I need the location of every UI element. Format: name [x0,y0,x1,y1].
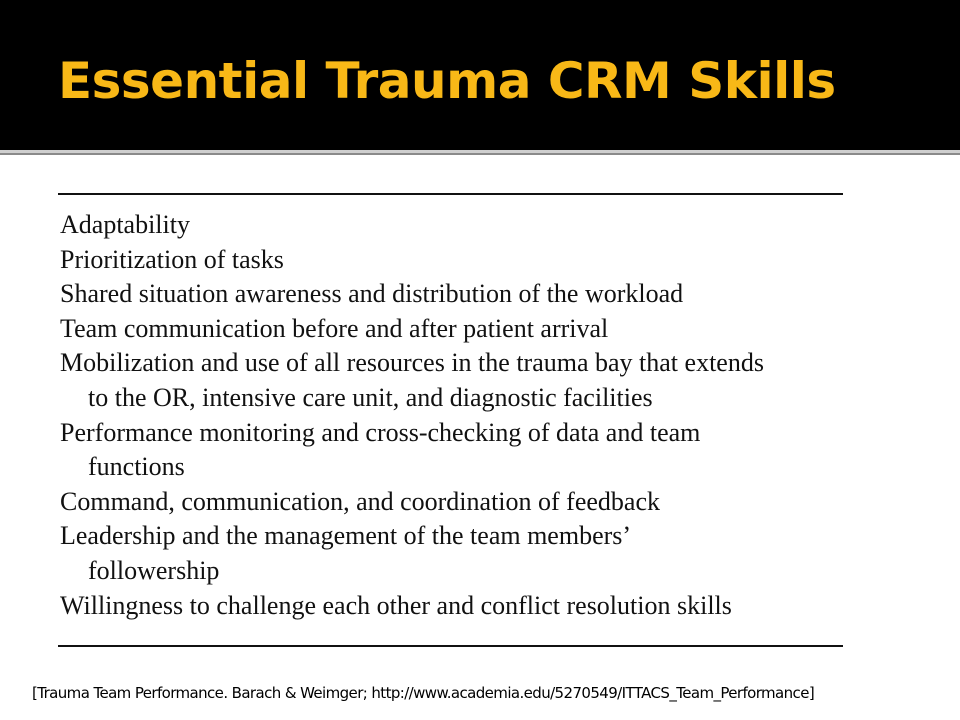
skill-item-continuation: followership [88,555,220,585]
skill-item-text: Prioritization of tasks [60,244,284,274]
skill-item-text: Willingness to challenge each other and conflict resolution skills [60,590,732,620]
skill-item [60,416,860,485]
table-top-rule [58,193,843,195]
skills-list [60,208,860,623]
skill-item [60,277,860,312]
citation: [Trauma Team Performance. Barach & Weimger; http://www.academia.edu/5270549/ITTACS_Team_Performance] [32,684,815,702]
skill-item-text: Team communication before and after patient arrival [60,313,609,343]
skill-item-text: Leadership and the management of the team members’ [60,521,632,551]
table-bottom-rule [58,645,843,647]
skill-item [60,208,860,243]
skill-item-text: Shared situation awareness and distribution of the workload [60,279,684,309]
skill-item-text: Adaptability [60,210,190,239]
title-bar [0,0,960,150]
skill-item-continuation: to the OR, intensive care unit, and diagnostic facilities [88,382,653,412]
slide-title: Essential Trauma CRM Skills [58,52,836,110]
skill-item [60,243,860,278]
skill-item [60,485,860,520]
title-divider-shadow [0,153,960,155]
skill-item [60,312,860,347]
skill-item-text: Command, communication, and coordination of feedback [60,486,660,516]
skill-item-text: Mobilization and use of all resources in the trauma bay that extends [60,348,764,378]
skill-item-continuation: functions [88,452,185,482]
skill-item [60,519,860,588]
skill-item [60,346,860,415]
skill-item-text: Performance monitoring and cross-checking of data and team [60,417,701,447]
skill-item [60,589,860,624]
